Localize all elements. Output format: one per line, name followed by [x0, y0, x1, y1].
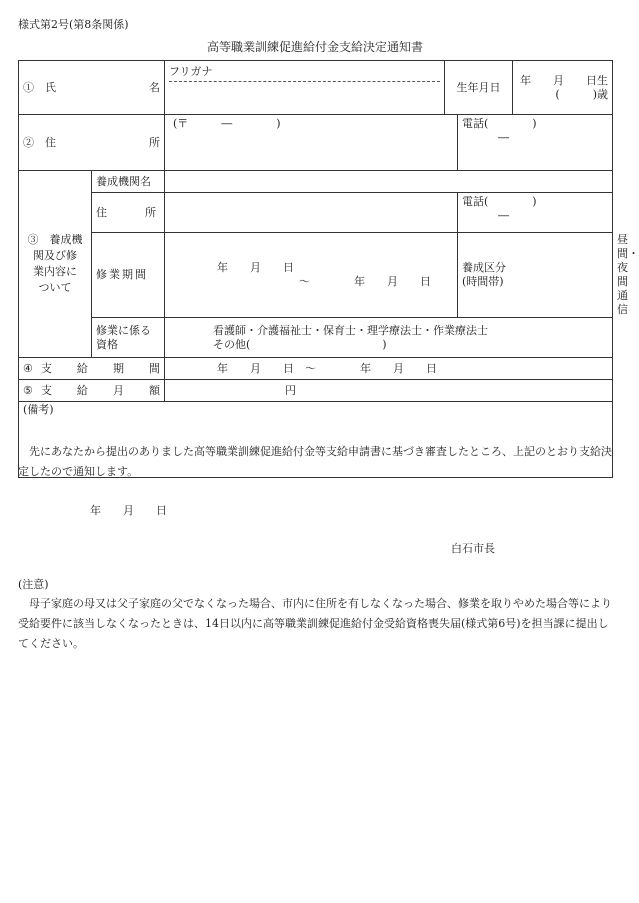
payment-period-input[interactable] [165, 358, 613, 380]
institution-label: 養成機関名 [92, 171, 165, 193]
address-label: 住 [45, 135, 56, 149]
school-phone-label: 電話( ) [462, 195, 537, 208]
study-period-start: 年 月 日 [217, 261, 294, 274]
postal-code: (〒 ― ) [173, 117, 281, 130]
birth-date-value: 年 月 日生 [520, 73, 609, 87]
furigana-label: フリガナ [169, 61, 440, 82]
row-number: ④ [23, 361, 33, 375]
name-row [19, 61, 613, 115]
qualification-row [19, 318, 613, 358]
note-text: 母子家庭の母又は父子家庭の父でなくなった場合、市内に住所を有しなくなった場合、修業を取りやめた場合等により受給要件に該当しなくなったときは、14日以内に高等職業訓練促進給付金受給資格喪失届(様式第6号)を担当課に提出してください。 [18, 597, 612, 650]
school-phone-input[interactable] [458, 193, 613, 233]
school-address-input[interactable] [165, 193, 458, 233]
school-address-label-end: 所 [145, 205, 156, 219]
school-address-label: 住 [96, 205, 107, 219]
document-title: 高等職業訓練促進給付金支給決定通知書 [206, 40, 423, 54]
note-heading: (注意) [18, 578, 49, 591]
address-input[interactable] [165, 115, 458, 171]
row-number: ② [23, 135, 34, 149]
payment-period-value: 年 月 日 ～ 年 月 日 [217, 361, 437, 375]
study-period-end: ～ 年 月 日 [299, 275, 431, 288]
qualification-label: 修業に係る資格 [92, 318, 165, 358]
phone-label: 電話( ) [462, 117, 537, 130]
name-input[interactable] [165, 61, 445, 115]
age-value: ( )歳 [555, 87, 609, 101]
birth-date-input[interactable] [513, 61, 613, 115]
category-label: 養成区分 (時間帯) [458, 233, 613, 318]
study-period-label: 修業期間 [92, 233, 165, 318]
payment-period-row [19, 358, 613, 380]
notification-body: 先にあなたから提出のありました高等職業訓練促進給付金等支給申請書に基づき審査したところ、上記のとおり支給決定したので通知します。 [18, 445, 612, 478]
issue-date: 年 月 日 [90, 504, 167, 517]
name-label-end: 名 [149, 80, 160, 94]
qualification-options[interactable]: 看護師・介護福祉士・保育士・理学療法士・作業療法士 その他( ) [165, 318, 613, 358]
monthly-amount-input[interactable] [165, 380, 613, 402]
monthly-amount-label: 支給月額 [40, 383, 160, 397]
study-period-input[interactable] [165, 233, 458, 318]
monthly-amount-row [19, 380, 613, 402]
yen-unit: 円 [285, 383, 296, 397]
application-form-table [18, 60, 639, 478]
address-row [19, 115, 613, 171]
institution-input[interactable] [165, 171, 613, 193]
payment-period-label: 支給期間 [40, 361, 160, 375]
school-address-row [19, 193, 613, 233]
name-label: 氏 [45, 80, 56, 94]
issuer-name: 白石市長 [451, 542, 495, 555]
row-number: ⑤ [23, 383, 33, 397]
phone-dash: ― [498, 131, 510, 144]
school-phone-dash: ― [498, 209, 510, 222]
form-number-label: 様式第2号(第8条関係) [18, 18, 129, 31]
institution-row [19, 171, 613, 193]
study-period-row: 修業期間 年 月 日 ～ 年 月 日 養成区分 (時間帯) 昼間・夜間 通信 [19, 233, 613, 318]
address-label-end: 所 [149, 135, 160, 149]
remarks-label: (備考) [23, 403, 54, 416]
birth-date-label: 生年月日 [445, 61, 513, 115]
phone-input[interactable] [458, 115, 613, 171]
row-number: ① [23, 80, 34, 94]
school-group-label: ③ 養成機 関及び修 業内容に ついて [19, 171, 92, 358]
